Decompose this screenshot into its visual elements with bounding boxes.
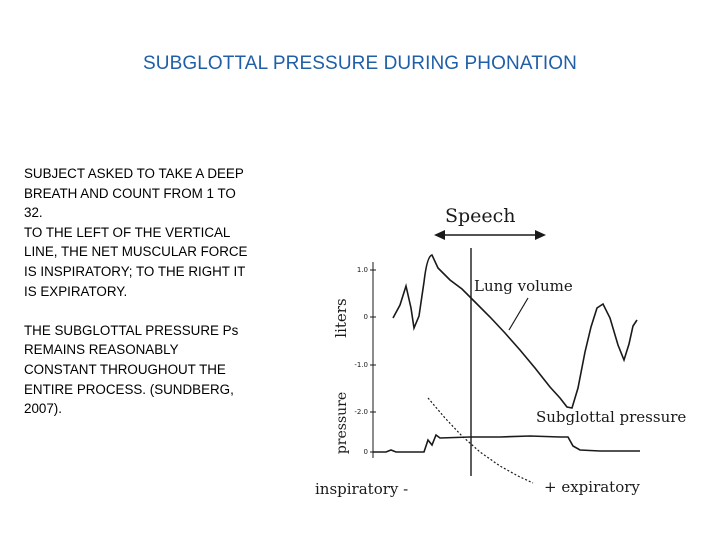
body-line: 32. xyxy=(24,205,43,221)
body-line: TO THE LEFT OF THE VERTICAL xyxy=(24,224,231,240)
inspiratory-label: inspiratory - xyxy=(315,480,409,498)
body-line: REMAINS REASONABLY xyxy=(24,342,179,358)
body-line: LINE, THE NET MUSCULAR FORCE xyxy=(24,244,248,260)
body-line: CONSTANT THROUGHOUT THE xyxy=(24,361,226,377)
body-line: SUBJECT ASKED TO TAKE A DEEP xyxy=(24,166,244,181)
expiratory-label: + expiratory xyxy=(544,478,640,496)
body-line: ENTIRE PROCESS. (SUNDBERG, xyxy=(24,381,234,397)
liters-axis-label: liters xyxy=(332,298,350,338)
y-tick-label: -2.0 xyxy=(354,408,368,416)
paragraph-gap xyxy=(24,301,286,321)
y-tick-label: 1.0 xyxy=(356,266,368,274)
subglottal-pressure-label: Subglottal pressure xyxy=(536,408,687,426)
subglottal-pressure-curve xyxy=(373,435,640,452)
body-line: IS EXPIRATORY. xyxy=(24,283,128,299)
body-line: 2007). xyxy=(24,401,62,417)
body-line: THE SUBGLOTTAL PRESSURE Ps xyxy=(24,322,239,338)
lung-volume-pointer xyxy=(509,298,528,330)
slide-body-text xyxy=(24,164,286,419)
body-line: BREATH AND COUNT FROM 1 TO xyxy=(24,185,236,201)
pressure-axis-label: pressure xyxy=(334,391,350,455)
y-tick-label: -1.0 xyxy=(354,361,368,369)
speech-span-arrow xyxy=(434,230,546,240)
y-tick-label: 0 xyxy=(363,448,368,456)
lung-volume-label: Lung volume xyxy=(474,277,573,295)
dotted-pressure-trend xyxy=(428,398,533,483)
slide-title: SUBGLOTTAL PRESSURE DURING PHONATION xyxy=(143,53,577,74)
phonation-diagram xyxy=(290,190,710,510)
speech-label: Speech xyxy=(445,205,516,227)
y-tick-label: 0 xyxy=(363,313,368,321)
body-line: IS INSPIRATORY; TO THE RIGHT IT xyxy=(24,263,246,279)
